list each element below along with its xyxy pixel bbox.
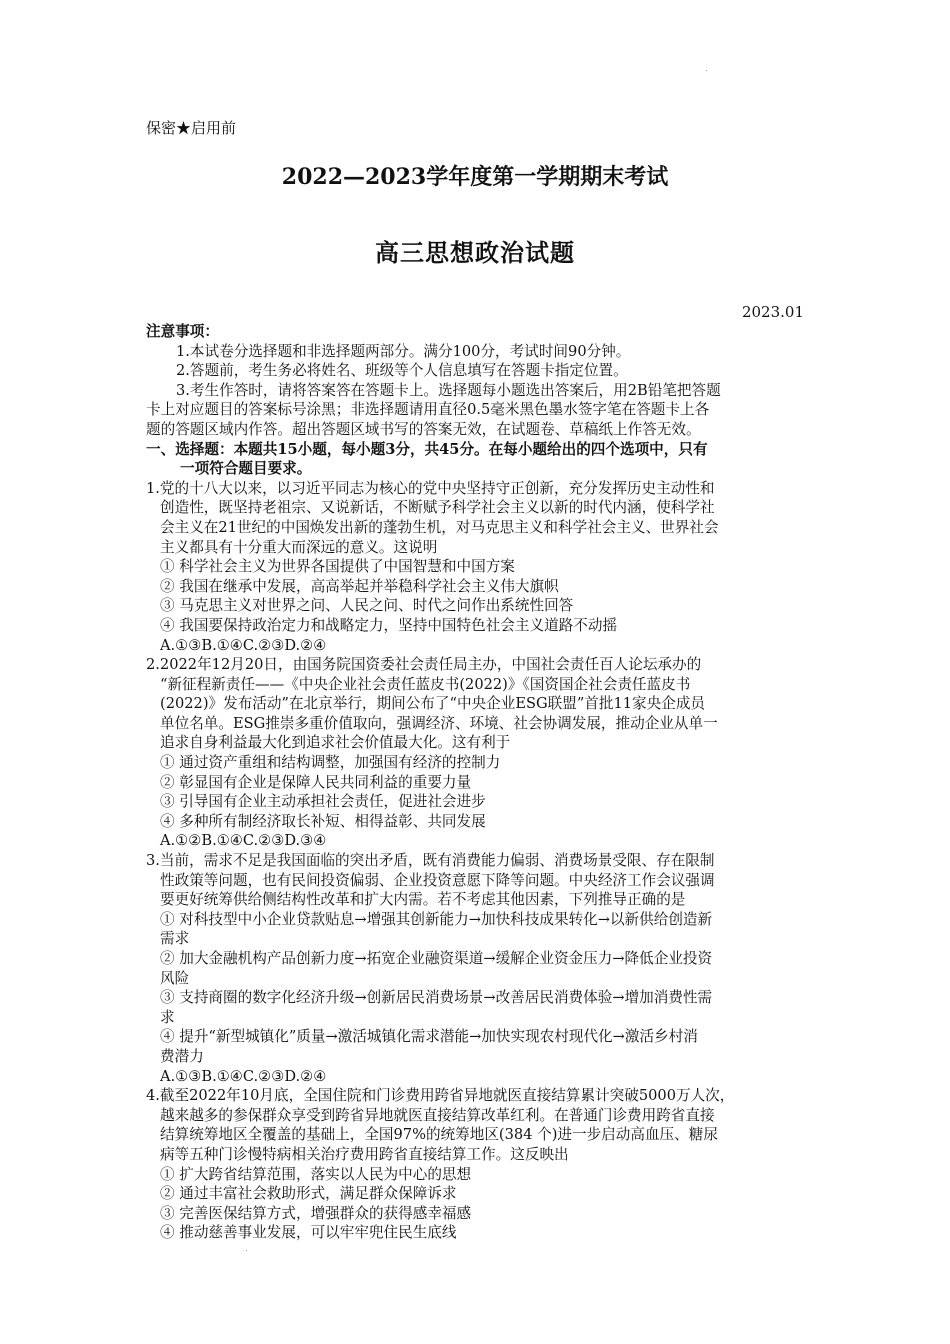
question-4-stem: 4.截至2022年10月底，全国住院和门诊费用跨省异地就医直接结算累计突破5000万人次，: [146, 1087, 735, 1105]
question-2-option: ① 通过资产重组和结构调整，加强国有经济的控制力: [160, 754, 501, 772]
question-3-stem: 3.当前，需求不足是我国面临的突出矛盾，既有消费能力偏弱、消费场景受限、存在限制: [146, 852, 715, 870]
question-4-option: ① 扩大跨省结算范围，落实以人民为中心的思想: [160, 1165, 472, 1183]
question-3-stem: 性政策等问题，也有民间投资偏弱、企业投资意愿下降等问题。中央经济工作会议强调: [160, 871, 715, 889]
question-4-option: ② 通过丰富社会救助形式，满足群众保障诉求: [160, 1185, 457, 1203]
notice-item: 2.答题前，考生务必将姓名、班级等个人信息填写在答题卡指定位置。: [176, 362, 628, 380]
scan-speck: [246, 1250, 247, 1251]
question-1-stem: 主义都具有十分重大而深远的意义。这说明: [160, 538, 438, 556]
question-1-stem: 创造性，既坚持老祖宗、又说新话，不断赋予科学社会主义以新的时代内涵，使科学社: [160, 499, 715, 517]
question-1-option: ④ 我国要保持政治定力和战略定力，坚持中国特色社会主义道路不动摇: [160, 616, 618, 634]
section-heading: 一、选择题：本题共15小题，每小题3分，共45分。在每小题给出的四个选项中，只有: [146, 440, 708, 458]
question-2-stem: 追求自身利益最大化到追求社会价值最大化。这有利于: [160, 734, 511, 752]
question-4-stem: 越来越多的参保群众享受到跨省异地就医直接结算改革红利。在普通门诊费用跨省直接: [160, 1106, 715, 1124]
question-3-option-cont: 求: [160, 1008, 175, 1026]
question-1-answers: A.①③B.①④C.②③D.②④: [160, 636, 327, 654]
question-3-option-cont: 风险: [160, 969, 190, 987]
question-4-option: ③ 完善医保结算方式，增强群众的获得感幸福感: [160, 1204, 472, 1222]
question-3-option-cont: 需求: [160, 930, 190, 948]
question-2-option: ③ 引导国有企业主动承担社会责任，促进社会进步: [160, 793, 486, 811]
question-2-stem: (2022)》发布活动”在北京举行，期间公布了“中央企业ESG联盟”首批11家央企成员: [160, 695, 706, 713]
question-1-stem: 会主义在21世纪的中国焕发出新的蓬勃生机，对马克思主义和科学社会主义、世界社会: [160, 518, 719, 536]
question-3-option: ② 加大金融机构产品创新力度→拓宽企业融资渠道→缓解企业资金压力→降低企业投资: [160, 950, 713, 967]
notice-item: 3.考生作答时，请将答案答在答题卡上。选择题每小题选出答案后，用2B铅笔把答题: [176, 381, 721, 399]
question-1-stem: 1.党的十八大以来，以习近平同志为核心的党中央坚持守正创新，充分发挥历史主动性和: [146, 479, 715, 497]
question-2-stem: “新征程新责任——《中央企业社会责任蓝皮书(2022)》《国资国企社会责任蓝皮书: [160, 675, 691, 693]
question-3-option: ① 对科技型中小企业贷款贴息→增强其创新能力→加快科技成果转化→以新供给创造新: [160, 910, 713, 928]
exam-content: [146, 322, 810, 1243]
question-1-option: ② 我国在继承中发展，高高举起并举稳科学社会主义伟大旗帜: [160, 577, 559, 595]
question-2-option: ④ 多种所有制经济取长补短、相得益彰、共同发展: [160, 812, 486, 830]
question-2-stem: 单位名单。ESG推崇多重价值取向，强调经济、环境、社会协调发展，推动企业从单一: [160, 714, 718, 732]
notice-heading: 注意事项：: [146, 323, 219, 340]
confidential-label: 保密★启用前: [146, 119, 237, 137]
section-heading-cont: 一项符合题目要求。: [180, 460, 312, 478]
question-4-stem: 病等五种门诊慢特病相关治疗费用跨省直接结算工作。这反映出: [160, 1145, 569, 1163]
question-2-option: ② 彰显国有企业是保障人民共同利益的重要力量: [160, 773, 472, 791]
question-1-option: ① 科学社会主义为世界各国提供了中国智慧和中国方案: [160, 558, 515, 576]
question-3-answers: A.①③B.①④C.②③D.②④: [160, 1067, 327, 1085]
scan-speck: [706, 70, 707, 71]
question-3-option-cont: 费潜力: [160, 1047, 204, 1065]
question-4-stem: 结算统筹地区全覆盖的基础上，全国97%的统筹地区(384 个)进一步启动高血压、糖尿: [160, 1126, 718, 1144]
question-3-option: ③ 支持商圈的数字化经济升级→创新居民消费场景→改善居民消费体验→增加消费性需: [160, 989, 713, 1007]
question-2-answers: A.①②B.①④C.②③D.③④: [160, 832, 327, 850]
question-4-option: ④ 推动慈善事业发展，可以牢牢兜住民生底线: [160, 1224, 457, 1242]
notice-item: 题的答题区域内作答。超出答题区域书写的答案无效，在试题卷、草稿纸上作答无效。: [146, 420, 701, 438]
question-3-option: ④ 提升“新型城镇化”质量→激活城镇化需求潜能→加快实现农村现代化→激活乡村消: [160, 1028, 698, 1046]
question-2-stem: 2.2022年12月20日，由国务院国资委社会责任局主办，中国社会责任百人论坛承办的: [146, 656, 702, 674]
exam-subtitle: 高三思想政治试题: [375, 238, 575, 267]
notice-item: 1.本试卷分选择题和非选择题两部分。满分100分，考试时间90分钟。: [176, 342, 631, 360]
question-1-option: ③ 马克思主义对世界之问、人民之问、时代之问作出系统性回答: [160, 597, 574, 615]
notice-item: 卡上对应题目的答案标号涂黑；非选择题请用直径0.5毫米黑色墨水签字笔在答题卡上各: [146, 401, 710, 419]
exam-date: 2023.01: [741, 303, 804, 321]
exam-title: 2022—2023学年度第一学期期末考试: [281, 164, 669, 190]
question-3-stem: 要更好统筹供给侧结构性改革和扩大内需。若不考虑其他因素，下列推导正确的是: [160, 891, 686, 909]
